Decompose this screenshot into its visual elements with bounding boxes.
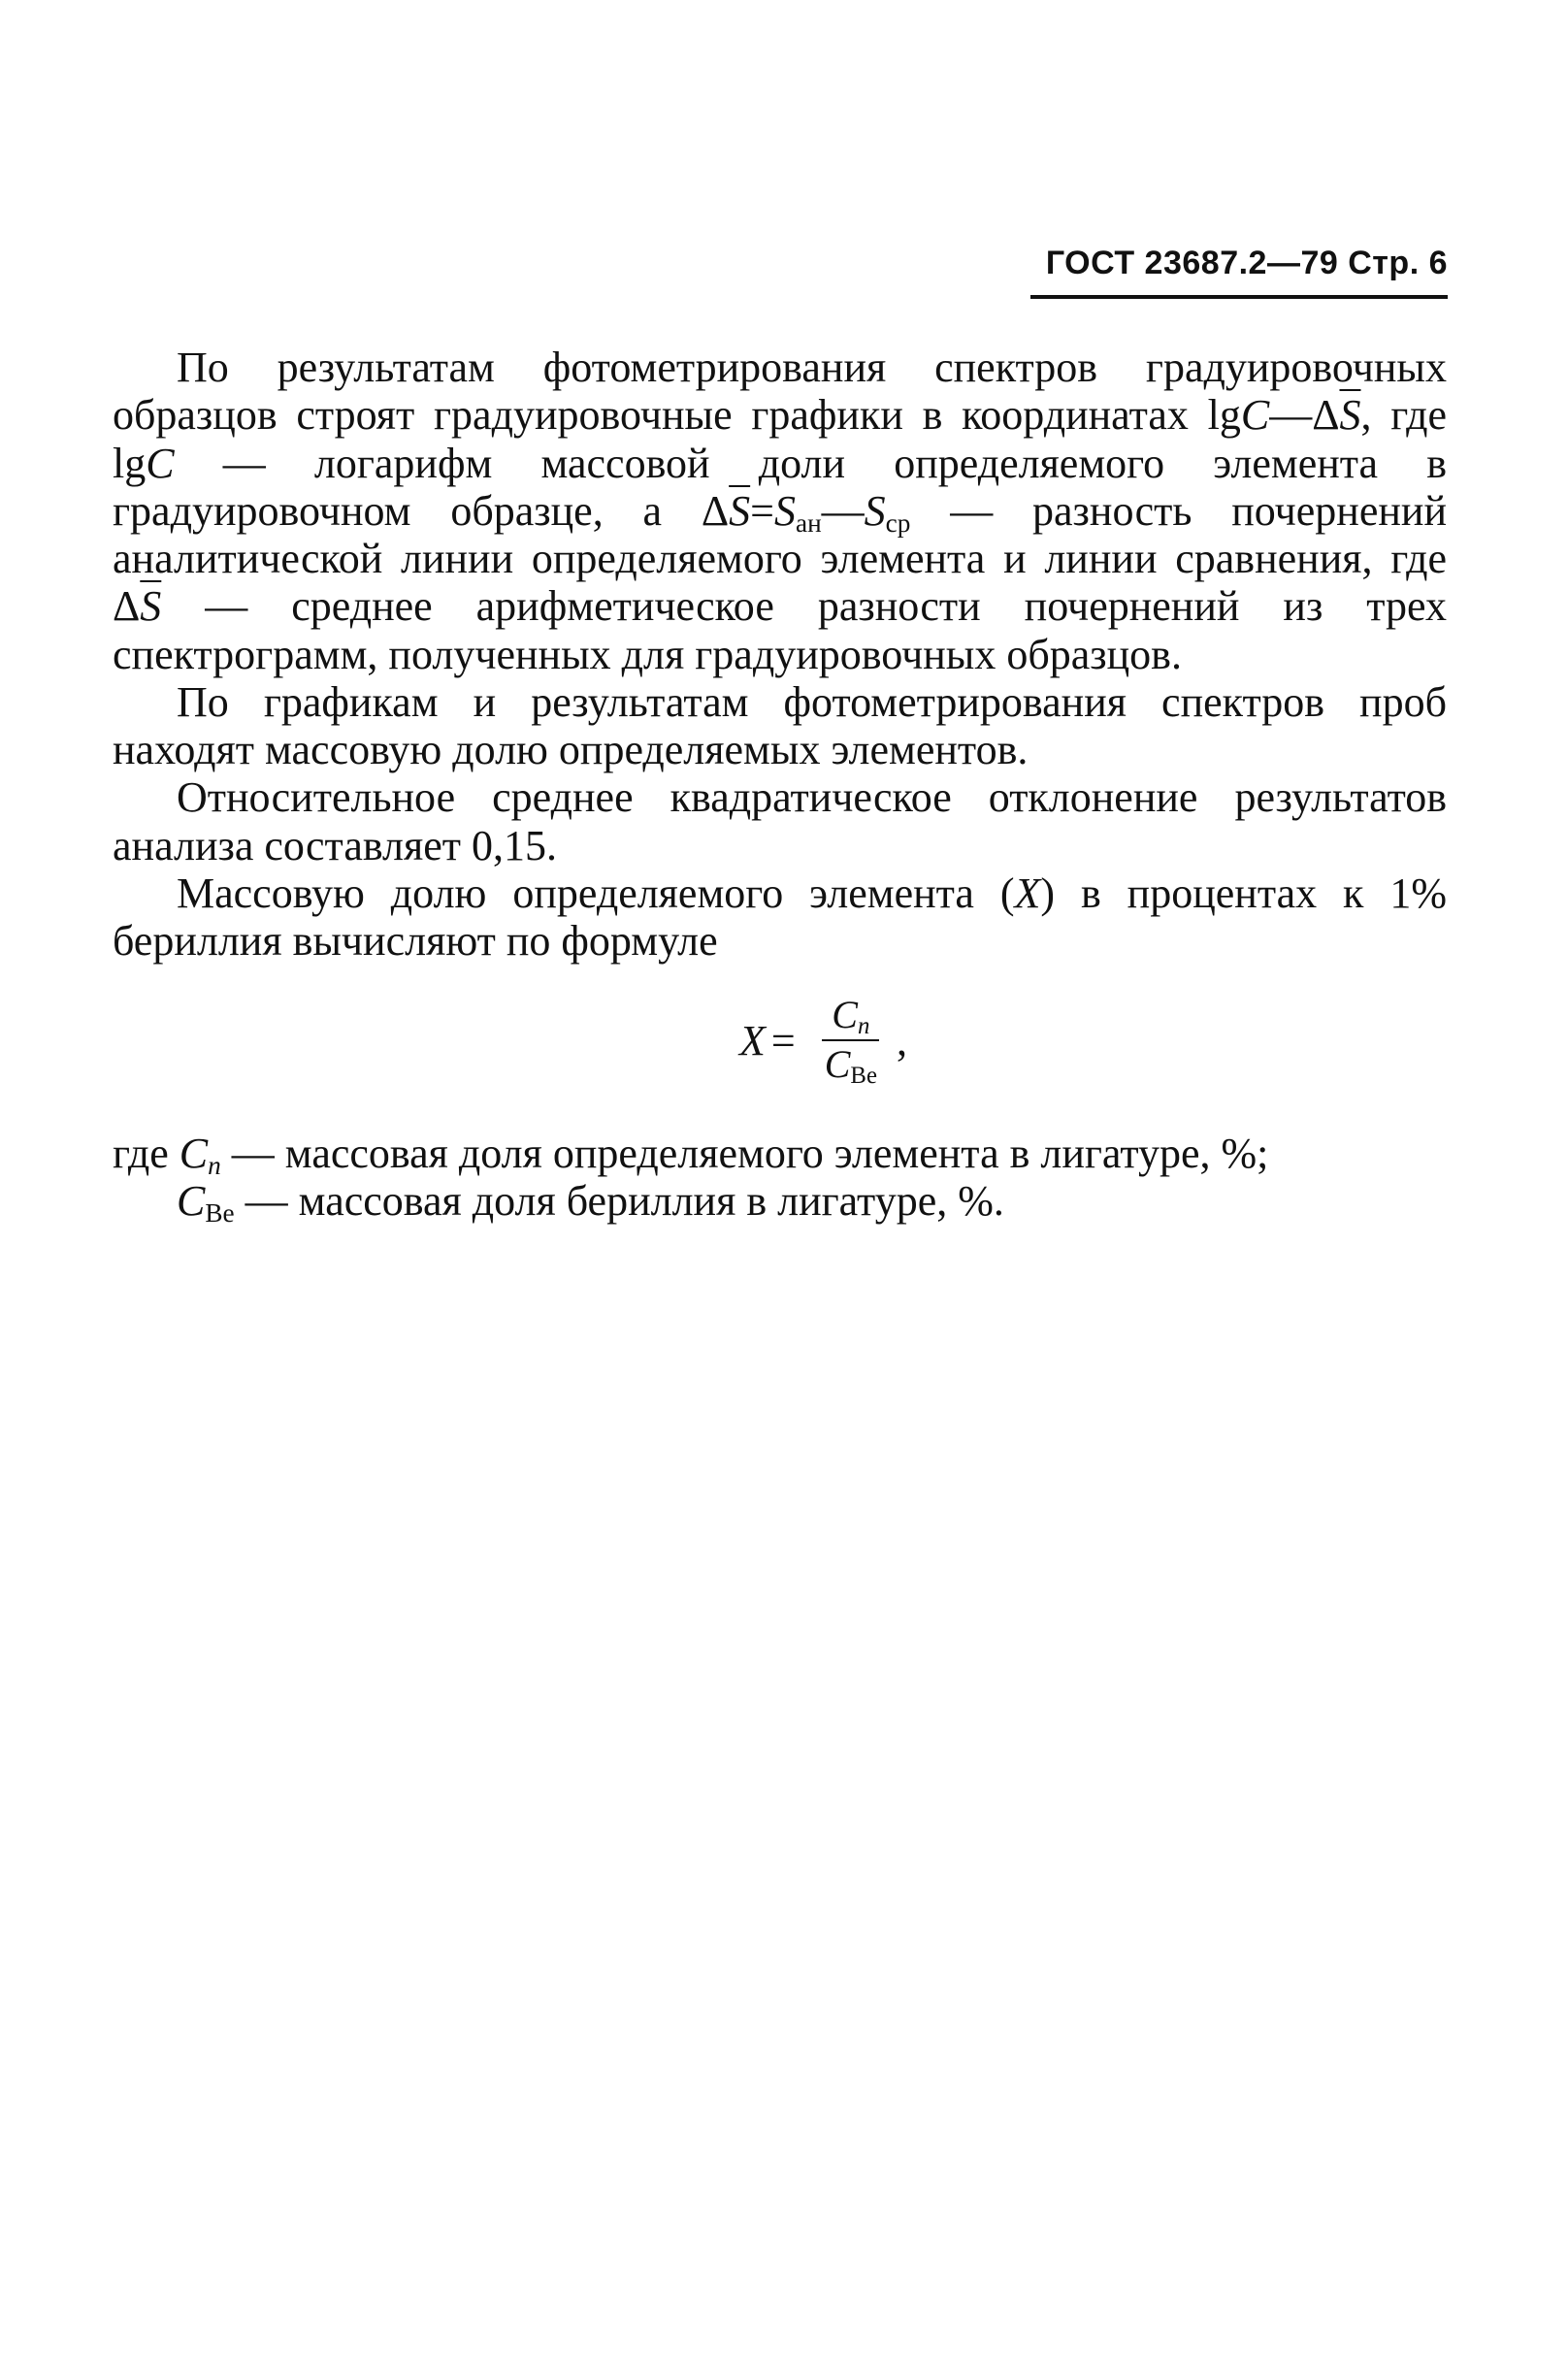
paragraph-3: Относительное среднее квадратическое отклонение результатов анализа составляет 0,15. (113, 773, 1447, 869)
subscript-n: n (208, 1150, 221, 1180)
paragraph-2: По графикам и результатам фотометрирования спектров проб находят массовую долю определяемых элементов. (113, 677, 1447, 774)
where-line-1 (113, 1130, 1447, 1180)
denominator-subscript: Be (850, 1063, 877, 1090)
page-header: ГОСТ 23687.2—79 Стр. 6 (1045, 245, 1448, 281)
text-span: = (750, 486, 774, 535)
subscript-sr: ср (885, 508, 911, 538)
body-text (113, 344, 1447, 1229)
text-span: ) в процентах к 1% бериллия вычисляют по формуле (113, 869, 1447, 966)
text-span: — массовая доля определяемого элемента в лигатуре, %; (220, 1130, 1269, 1178)
formula-fraction (815, 993, 887, 1090)
symbol-s-bar: $\overline{S}$ (729, 486, 751, 535)
numerator-subscript: n (857, 1013, 870, 1040)
header-rule (1030, 295, 1448, 299)
symbol-c: C (146, 439, 175, 487)
text-span: — среднее арифметическое разности почернений из трех спектрограмм, полученных для градуировочных образцов. (113, 582, 1447, 678)
formula-numerator (822, 994, 879, 1041)
symbol-s-bar: $\overline{S}$ (1339, 391, 1361, 440)
denominator-symbol: C (824, 1042, 851, 1087)
formula-denominator (815, 1041, 887, 1090)
formula-equals: = (770, 1016, 796, 1065)
text-span: Массовую долю определяемого элемента ( (177, 869, 1015, 917)
text-span: — разность почернений аналитической линии определяемого элемента и линии сравнения, где Δ (113, 486, 1447, 631)
symbol-c: C (177, 1177, 206, 1226)
symbol-s: S (773, 486, 796, 535)
numerator-symbol: C (832, 993, 858, 1037)
text-span: —Δ (1269, 391, 1340, 440)
paragraph-1 (113, 344, 1447, 678)
text-span: — массовая доля бериллия в лигатуре, %. (234, 1177, 1004, 1226)
subscript-an: ан (795, 508, 822, 538)
symbol-c: C (1240, 391, 1270, 440)
text-span: — логарифм массовой доли определяемого элемента в градуировочном образце, а Δ (113, 439, 1447, 535)
text-span: где (113, 1130, 180, 1178)
formula-lhs: X (739, 1016, 766, 1065)
symbol-c: C (179, 1130, 209, 1178)
paragraph-4 (113, 869, 1447, 966)
where-line-2 (113, 1177, 1447, 1229)
text-span: — (821, 486, 865, 535)
symbol-x: X (1014, 869, 1041, 917)
text-span: , где lg (113, 391, 1447, 487)
symbol-s: S (864, 486, 886, 535)
formula-comma: , (896, 1016, 907, 1065)
symbol-s-bar: $\overline{S}$ (140, 582, 162, 631)
subscript-be: Be (205, 1198, 235, 1229)
text-span: По результатам фотометрирования спектров градуировочных образцов строят градуировочные графики в координатах lg (113, 344, 1447, 440)
formula (113, 993, 1447, 1090)
